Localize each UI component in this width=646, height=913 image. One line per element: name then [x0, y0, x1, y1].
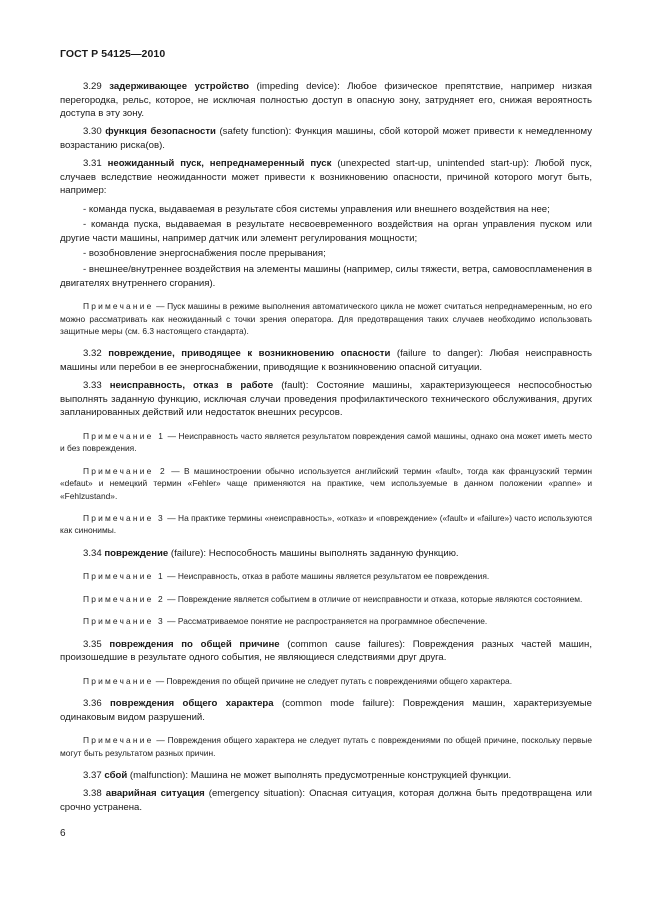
clause-number: 3.38	[83, 788, 102, 800]
definition-text: (failure to danger): Любая неисправность машины или перебои в ее энергоснабжении, приводящие к возникновению опасной ситуации.	[60, 348, 592, 373]
note-text: — В машиностроении обычно используется английский термин «fault», тогда как французский термин «defaut» и немецкий термин «Fehler» чаще применяются на практике, чем используемые в данном положении «panne» и «Fehlzustand».	[60, 465, 592, 501]
note	[60, 734, 592, 759]
term: неисправность, отказ в работе	[109, 380, 274, 392]
clause-number: 3.36	[83, 698, 102, 710]
note-text: — Повреждение является событием в отличие от неисправности и отказа, которые являются состоянием.	[164, 593, 583, 604]
note-text: — На практике термины «неисправность», «отказ» и «повреждение» («fault» и «failure») часто используются как синонимы.	[60, 512, 592, 536]
clause-number: 3.33	[83, 380, 102, 392]
note-text: — Пуск машины в режиме выполнения автоматического цикла не может считаться непреднамеренным, но его можно рассматривать как неожиданный с точки зрения оператора. Для предотвращения таких случаев необходимо использовать защитные меры (см. 6.3 настоящего стандарта).	[60, 301, 592, 336]
clause-number: 3.29	[83, 81, 102, 92]
definition-3-37	[60, 769, 592, 783]
definition-3-29	[60, 80, 592, 121]
note	[60, 593, 592, 605]
clause-number: 3.30	[83, 126, 102, 138]
term: повреждения общего характера	[110, 698, 274, 710]
clause-number: 3.34	[83, 547, 102, 559]
note-text: — Повреждения по общей причине не следует путать с повреждениями общего характера.	[153, 675, 513, 686]
note-label: Примечание 3	[83, 616, 165, 627]
definition-text: (safety function): Функция машины, сбой которой может привести к немедленному возрастанию риска(ов).	[60, 126, 593, 151]
note	[60, 675, 592, 687]
clause-number: 3.31	[83, 158, 102, 170]
note	[60, 300, 592, 337]
definition-text: (emergency situation): Опасная ситуация, которая должна быть предотвращена или срочно устранена.	[60, 788, 593, 813]
list-item: - команда пуска, выдаваемая в результате сбоя системы управления или внешнего воздействия на нее;	[83, 203, 550, 215]
definition-text: (impeding device): Любое физическое препятствие, например низкая перегородка, рельс, которое, не исключая полностью доступ в опасную зону, затрудняет его, снижая вероятность доступа в эту зону.	[60, 81, 593, 120]
list-item: - внешнее/внутреннее воздействия на элементы машины (например, силы тяжести, ветра, самовоспламенения в двигателях внутреннего сгорания).	[60, 263, 593, 289]
term: аварийная ситуация	[105, 788, 205, 800]
term: сбой	[104, 770, 128, 782]
note-label: Примечание 2	[83, 465, 167, 476]
clause-number: 3.35	[83, 638, 102, 650]
note	[60, 465, 592, 502]
note-text: — Повреждения общего характера не следует путать с повреждениями по общей причине, поскольку первые могут быть результатом разных причин.	[60, 735, 592, 758]
definition-3-33	[60, 379, 592, 420]
definition-3-36	[60, 697, 592, 724]
definition-text: (fault): Состояние машины, характеризующееся неспособностью выполнять заданную функцию, исключая случаи проведения профилактического технического обслуживания, других запланированных действий или недостаток внешних ресурсов.	[60, 380, 592, 419]
note-text: — Неисправность, отказ в работе машины является результатом ее повреждения.	[164, 571, 490, 582]
definition-3-35	[60, 638, 592, 665]
term: повреждение	[104, 547, 169, 559]
note	[60, 570, 592, 582]
clause-number: 3.32	[83, 348, 102, 360]
note	[60, 512, 592, 537]
definition-3-32	[60, 347, 592, 374]
note	[60, 430, 592, 455]
note-label: Примечание	[83, 735, 154, 746]
definition-3-30	[60, 125, 592, 152]
note-label: Примечание 3	[83, 512, 165, 523]
term: повреждения по общей причине	[109, 638, 280, 650]
document-body	[60, 80, 592, 819]
term: неожиданный пуск, непреднамеренный пуск	[107, 158, 332, 170]
term: задерживающее устройство	[109, 81, 250, 92]
definition-text: (unexpected start-up, unintended start-up): Любой пуск, случаев вследствие неожиданности может привести к возникновению опасности, причиной которого могут быть, например:	[60, 158, 592, 197]
page-number: 6	[60, 828, 66, 839]
note	[60, 615, 592, 627]
note-label: Примечание 1	[83, 571, 165, 582]
definition-3-38	[60, 787, 592, 814]
note-text: — Рассматриваемое понятие не распространяется на программное обеспечение.	[164, 616, 488, 627]
note-label: Примечание 2	[83, 593, 165, 604]
definition-text: (common cause failures): Повреждения разных частей машин, произошедшие в результате одного события, не являющиеся следствиями друг друга.	[60, 638, 593, 664]
definition-text: (malfunction): Машина не может выполнять предусмотренные конструкцией функции.	[127, 770, 512, 782]
term: функция безопасности	[105, 126, 216, 138]
definition-3-34	[60, 547, 592, 561]
note-label: Примечание	[83, 301, 154, 312]
term: повреждение, приводящее к возникновению опасности	[108, 348, 391, 360]
document-header: ГОСТ Р 54125—2010	[60, 48, 166, 60]
note-label: Примечание	[83, 675, 154, 686]
note-text: — Неисправность часто является результатом повреждения самой машины, однако она может иметь место и без повреждения.	[60, 430, 593, 454]
list-item: - команда пуска, выдаваемая в результате несвоевременного воздействия на орган управления пуском или другие части машины, например датчик или элемент регулирования мощности;	[60, 219, 592, 244]
definition-text: (common mode failure): Повреждения машин, характеризуемые одинаковым видом разрушений.	[60, 698, 593, 723]
definition-text: (failure): Неспособность машины выполнять заданную функцию.	[168, 547, 459, 559]
definition-3-31	[60, 157, 592, 198]
list-item: - возобновление энергоснабжения после прерывания;	[83, 248, 326, 260]
note-label: Примечание 1	[83, 430, 166, 441]
clause-number: 3.37	[83, 770, 102, 782]
